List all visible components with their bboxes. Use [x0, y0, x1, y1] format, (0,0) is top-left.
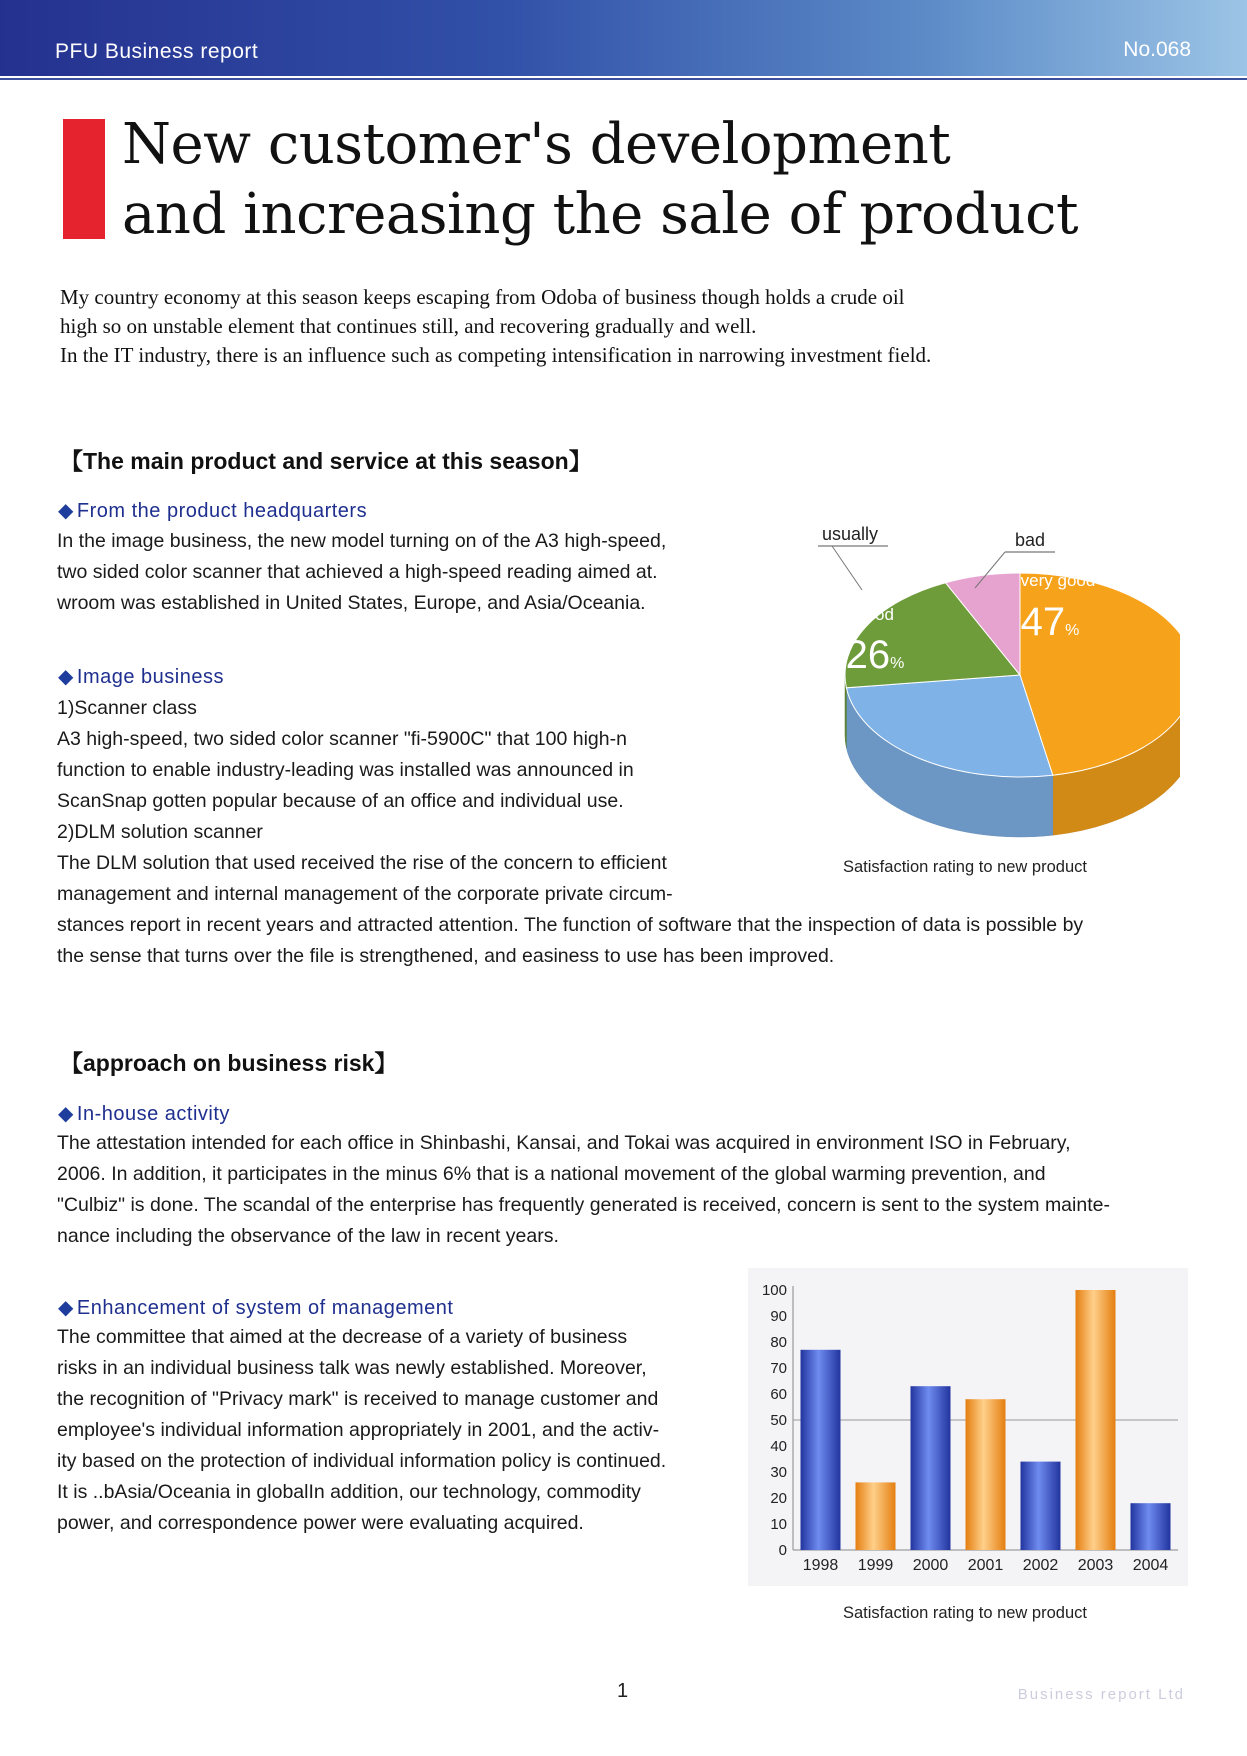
y-tick-label: 0 — [778, 1542, 787, 1559]
bar-2001 — [966, 1399, 1006, 1550]
x-tick-label: 1998 — [802, 1557, 839, 1574]
text-line: two sided color scanner that achieved a high-speed reading aimed at. — [57, 561, 658, 583]
diamond-bullet-icon: ◆ — [58, 666, 74, 688]
text-line: employee's individual information appropriately in 2001, and the activ- — [57, 1419, 660, 1441]
text-line: The DLM solution that used received the rise of the concern to efficient — [57, 852, 667, 874]
subheading-text: Image business — [76, 666, 224, 688]
pie-chart-caption: Satisfaction rating to new product — [843, 858, 1087, 876]
subheading-in-house-activity — [58, 1101, 230, 1126]
pie-outside-label-usually: usually — [821, 524, 879, 544]
pie-value-good: 26% — [845, 633, 905, 677]
diamond-bullet-icon: ◆ — [58, 1103, 74, 1125]
text-line: In the image business, the new model turning on of the A3 high-speed, — [57, 530, 667, 552]
text-line: the sense that turns over the file is strengthened, and easiness to use has been improved. — [57, 945, 835, 967]
y-tick-label: 80 — [770, 1334, 787, 1351]
bar-2002 — [1021, 1462, 1061, 1550]
bar-2000 — [911, 1386, 951, 1550]
text-line: risks in an individual business talk was newly established. Moreover, — [57, 1357, 647, 1379]
pie-value-very-good: 47% — [1020, 600, 1080, 644]
pie-slice-label-very-good: very good — [1020, 571, 1096, 590]
text-line: function to enable industry-leading was installed was announced in — [57, 759, 634, 781]
image-business-text-wide — [57, 910, 1197, 972]
text-line: A3 high-speed, two sided color scanner "fi-5900C" that 100 high-n — [57, 728, 627, 750]
intro-line: In the IT industry, there is an influence such as competing intensification in narrowing investment field. — [60, 343, 932, 367]
text-line: nance including the observance of the law in recent years. — [57, 1225, 559, 1247]
section-heading-business-risk: 【approach on business risk】 — [60, 1050, 398, 1076]
y-tick-label: 100 — [761, 1282, 787, 1299]
image-business-text — [57, 693, 717, 910]
text-line: The committee that aimed at the decrease of a variety of business — [57, 1326, 628, 1348]
pie-value-bad: 7% — [922, 510, 958, 551]
text-line: 1)Scanner class — [57, 697, 197, 719]
text-line: stances report in recent years and attracted attention. The function of software that the inspection of data is possible by — [57, 914, 1084, 936]
y-tick-label: 90 — [770, 1308, 787, 1325]
footer-company: Business report Ltd — [1017, 1686, 1185, 1703]
bar-1999 — [856, 1482, 896, 1550]
x-tick-label: 2000 — [912, 1557, 949, 1574]
y-tick-label: 30 — [770, 1464, 787, 1481]
system-management-text — [57, 1322, 715, 1539]
y-tick-label: 10 — [770, 1516, 787, 1533]
text-line: ity based on the protection of individual information policy is continued. — [57, 1450, 667, 1472]
y-tick-label: 40 — [770, 1438, 787, 1455]
x-tick-label: 2001 — [967, 1557, 1004, 1574]
text-line: power, and correspondence power were evaluating acquired. — [57, 1512, 584, 1534]
y-tick-label: 20 — [770, 1490, 787, 1507]
text-line: wroom was established in United States, Europe, and Asia/Oceania. — [57, 592, 646, 614]
intro-line: My country economy at this season keeps escaping from Odoba of business though holds a crude oil — [60, 285, 905, 309]
intro-paragraph — [60, 283, 1180, 370]
bar-chart-caption: Satisfaction rating to new product — [843, 1604, 1087, 1622]
x-tick-label: 2003 — [1077, 1557, 1114, 1574]
issue-number: No.068 — [1123, 38, 1191, 61]
header-title: PFU Business report — [55, 40, 259, 63]
y-tick-label: 60 — [770, 1386, 787, 1403]
satisfaction-pie-chart — [780, 510, 1180, 860]
text-line: 2)DLM solution scanner — [57, 821, 263, 843]
pie-outside-label-bad: bad — [1014, 530, 1046, 550]
title-line-1: New customer's development — [122, 112, 951, 177]
satisfaction-bar-chart — [748, 1268, 1188, 1586]
x-tick-label: 1999 — [857, 1557, 894, 1574]
in-house-activity-text — [57, 1128, 1187, 1252]
y-tick-label: 70 — [770, 1360, 787, 1377]
page-title — [122, 110, 1078, 250]
title-accent-bar — [63, 119, 105, 239]
section-heading-main-product: 【The main product and service at this season】 — [60, 448, 592, 474]
subheading-text: From the product headquarters — [76, 500, 368, 522]
text-line: "Culbiz" is done. The scandal of the enterprise has frequently generated is received, concern is sent to the system mainte- — [57, 1194, 1110, 1216]
diamond-bullet-icon: ◆ — [58, 500, 74, 522]
subheading-system-management — [58, 1295, 453, 1320]
header-bar — [0, 0, 1247, 76]
intro-line: high so on unstable element that continues still, and recovering gradually and well. — [60, 314, 757, 338]
bar-2004 — [1131, 1503, 1171, 1550]
subheading-text: Enhancement of system of management — [76, 1297, 454, 1319]
pie-slice-label-good: good — [856, 605, 894, 624]
text-line: ScanSnap gotten popular because of an office and individual use. — [57, 790, 624, 812]
subheading-text: In-house activity — [76, 1103, 230, 1125]
text-line: the recognition of "Privacy mark" is received to manage customer and — [57, 1388, 659, 1410]
product-headquarters-text — [57, 526, 717, 619]
subheading-image-business — [58, 664, 224, 689]
text-line: It is ..bAsia/Oceania in globalIn addition, our technology, commodity — [57, 1481, 641, 1503]
x-tick-label: 2002 — [1022, 1557, 1059, 1574]
x-tick-label: 2004 — [1132, 1557, 1169, 1574]
page-number: 1 — [617, 1680, 629, 1702]
text-line: The attestation intended for each office in Shinbashi, Kansai, and Tokai was acquired in environment ISO in February, — [57, 1132, 1071, 1154]
bar-1998 — [801, 1350, 841, 1550]
diamond-bullet-icon: ◆ — [58, 1297, 74, 1319]
y-tick-label: 50 — [770, 1412, 787, 1429]
text-line: 2006. In addition, it participates in the minus 6% that is a national movement of the global warming prevention, and — [57, 1163, 1046, 1185]
title-line-2: and increasing the sale of product — [122, 182, 1078, 247]
bar-2003 — [1076, 1290, 1116, 1550]
subheading-product-headquarters — [58, 498, 367, 523]
text-line: management and internal management of the corporate private circum- — [57, 883, 673, 905]
pie-value-usually: 20% — [830, 543, 890, 587]
